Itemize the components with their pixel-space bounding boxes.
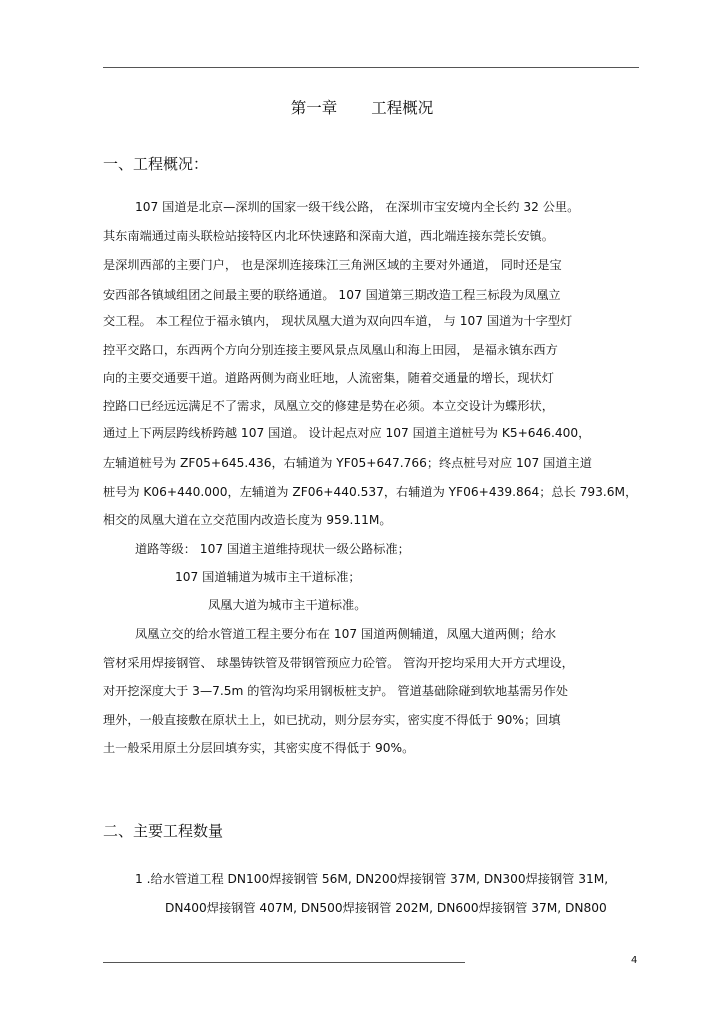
paragraph-line: 控路口已经远远满足不了需求，凤凰立交的修建是势在必须。本立交设计为蝶形状， xyxy=(103,399,554,413)
quantity-line: 1 .给水管道工程 DN100焊接钢管 56M, DN200焊接钢管 37M, DN300焊接钢管 31M, xyxy=(135,872,609,886)
paragraph-line: 是深圳西部的主要门户， 也是深圳连接珠江三角洲区域的主要对外通道， 同时还是宝 xyxy=(103,258,562,272)
paragraph-line: 凤凰立交的给水管道工程主要分布在 107 国道两侧辅道，凤凰大道两侧；给水 xyxy=(135,627,557,641)
chapter-name: 工程概况 xyxy=(371,99,434,117)
chapter-title xyxy=(0,96,724,118)
paragraph-line: 交工程。 本工程位于福永镇内， 现状凤凰大道为双向四车道， 与 107 国道为十字型灯 xyxy=(103,314,573,328)
paragraph-line: 对开挖深度大于 3—7.5m 的管沟均采用钢板桩支护。 管道基础除碰到软地基需另作处 xyxy=(103,684,569,698)
paragraph-line: 管材采用焊接钢管、 球墨铸铁管及带钢管预应力砼管。 管沟开挖均采用大开方式埋设， xyxy=(103,656,574,670)
paragraph-line: 安西部各镇域组团之间最主要的联络通道。 107 国道第三期改造工程三标段为凤凰立 xyxy=(103,288,561,302)
paragraph-line: 控平交路口，东西两个方向分别连接主要风景点凤凰山和海上田园， 是福永镇东西方 xyxy=(103,343,558,357)
paragraph-line: 左辅道桩号为 ZF05+645.436，右辅道为 YF05+647.766；终点桩号对应 107 国道主道 xyxy=(103,456,592,470)
paragraph-line: 通过上下两层跨线桥跨越 107 国道。 设计起点对应 107 国道主道桩号为 K5+646.400， xyxy=(103,426,591,440)
paragraph-line: 其东南端通过南头联检站接特区内北环快速路和深南大道，西北端连接东莞长安镇。 xyxy=(103,229,554,243)
road-grade-line: 107 国道辅道为城市主干道标准； xyxy=(175,570,361,584)
paragraph-line: 桩号为 K06+440.000，左辅道为 ZF06+440.537，右辅道为 YF06+439.864；总长 793.6M， xyxy=(103,485,638,499)
chapter-label: 第一章 xyxy=(290,99,338,117)
footer-rule xyxy=(103,962,465,963)
section2-heading: 二、主要工程数量 xyxy=(103,822,224,840)
paragraph-line: 相交的凤凰大道在立交范围内改造长度为 959.11M。 xyxy=(103,513,392,527)
road-grade-line: 凤凰大道为城市主干道标准。 xyxy=(208,598,367,612)
page-number: 4 xyxy=(631,955,638,966)
paragraph-line: 向的主要交通要干道。道路两侧为商业旺地，人流密集，随着交通量的增长，现状灯 xyxy=(103,371,554,385)
section1-heading: 一、工程概况： xyxy=(103,155,209,173)
paragraph-line: 土一般采用原土分层回填夯实，其密实度不得低于 90%。 xyxy=(103,741,415,755)
header-rule xyxy=(103,67,639,68)
road-grade-line: 道路等级： 107 国道主道维持现状一级公路标准； xyxy=(135,542,410,556)
paragraph-line: 理外，一般直接敷在原状土上，如已扰动，则分层夯实，密实度不得低于 90%；回填 xyxy=(103,713,561,727)
quantity-line: DN400焊接钢管 407M, DN500焊接钢管 202M, DN600焊接钢管 37M, DN800 xyxy=(165,901,607,915)
paragraph-line: 107 国道是北京—深圳的国家一级干线公路， 在深圳市宝安境内全长约 32 公里。 xyxy=(135,200,580,214)
